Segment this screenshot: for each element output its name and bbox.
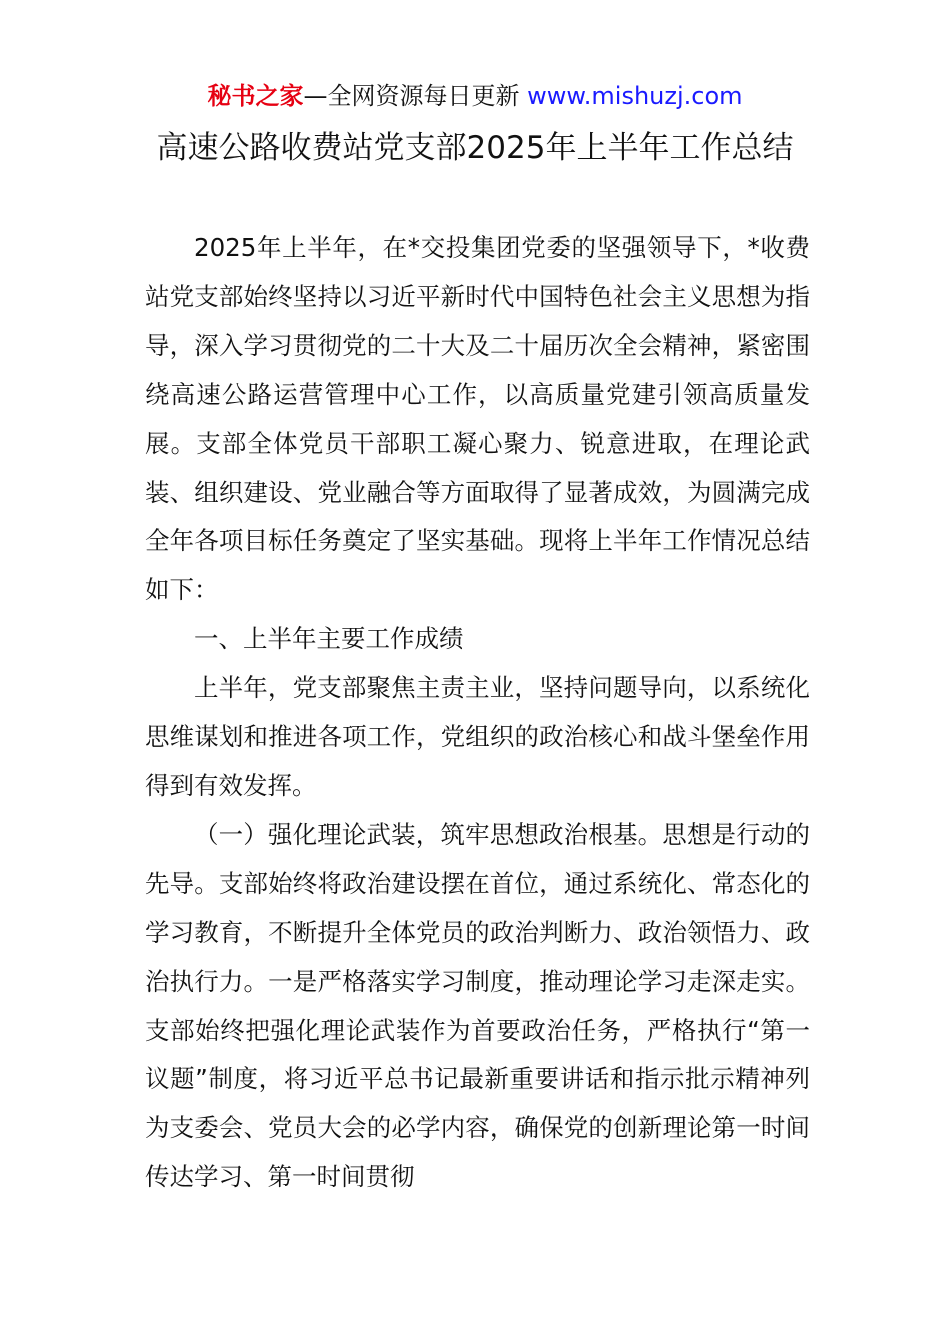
site-tagline: —全网资源每日更新 <box>303 82 528 110</box>
document-body <box>145 224 810 1202</box>
paragraph-section-1-intro: 上半年，党支部聚焦主责主业，坚持问题导向，以系统化思维谋划和推进各项工作，党组织的政治核心和战斗堡垒作用得到有效发挥。 <box>145 673 810 800</box>
paragraph-intro: 2025年上半年，在*交投集团党委的坚强领导下，*收费站党支部始终坚持以习近平新时代中国特色社会主义思想为指导，深入学习贯彻党的二十大及二十届历次全会精神，紧密围绕高速公路运营管理中心工作，以高质量党建引领高质量发展。支部全体党员干部职工凝心聚力、锐意进取，在理论武装、组织建设、党业融合等方面取得了显著成效，为圆满完成全年各项目标任务奠定了坚实基础。现将上半年工作情况总结如下： <box>145 233 810 605</box>
site-banner <box>0 80 950 112</box>
paragraph-subsection-1: （一）强化理论武装，筑牢思想政治根基。思想是行动的先导。支部始终将政治建设摆在首位，通过系统化、常态化的学习教育，不断提升全体党员的政治判断力、政治领悟力、政治执行力。一是严格落实学习制度，推动理论学习走深走实。支部始终把强化理论武装作为首要政治任务，严格执行“第一议题”制度，将习近平总书记最新重要讲话和指示批示精神列为支委会、党员大会的必学内容，确保党的创新理论第一时间传达学习、第一时间贯彻 <box>145 819 810 1192</box>
site-brand: 秘书之家 <box>207 82 304 110</box>
site-url-link[interactable]: www.mishuzj.com <box>527 82 743 110</box>
section-heading-1: 一、上半年主要工作成绩 <box>194 624 464 654</box>
document-title: 高速公路收费站党支部2025年上半年工作总结 <box>156 130 794 166</box>
